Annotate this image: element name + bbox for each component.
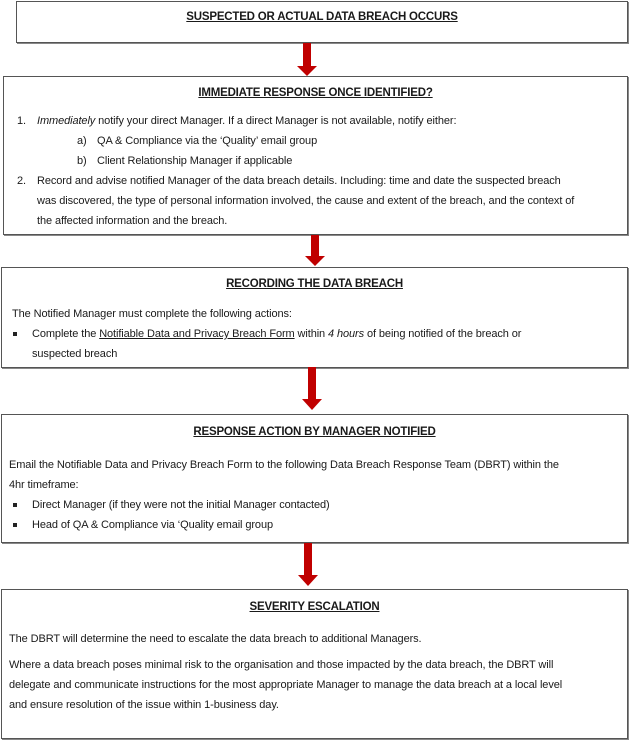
step-title: SEVERITY ESCALATION	[249, 601, 380, 613]
bullet-item	[9, 515, 625, 535]
intro-text: Email the Notifiable Data and Privacy Breach Form to the following Data Breach Response Team (DBRT) within the	[9, 459, 559, 471]
list-item	[17, 111, 625, 131]
step-title: RESPONSE ACTION BY MANAGER NOTIFIED	[193, 426, 436, 438]
step-box-severity-escalation	[1, 589, 628, 739]
bullet-text: Direct Manager (if they were not the initial Manager contacted)	[32, 499, 330, 511]
bullet-text: of being notified of the breach or	[364, 328, 522, 340]
item-emphasis: Immediately	[37, 115, 96, 127]
arrow-down-icon	[301, 367, 323, 411]
item-text: QA & Compliance via the ‘Quality’ email group	[97, 135, 318, 147]
bullet-icon	[13, 523, 17, 527]
paragraph-line: delegate and communicate instructions for the most appropriate Manager to manage the data breach at a local level	[9, 679, 563, 691]
list-item	[17, 151, 625, 171]
step-box-immediate-response	[3, 76, 628, 235]
step-title: IMMEDIATE RESPONSE ONCE IDENTIFIED?	[198, 87, 433, 99]
item-letter: b)	[77, 155, 87, 167]
bullet-item-continued: suspected breach	[32, 348, 118, 360]
item-number: 2.	[17, 175, 26, 187]
intro-text: 4hr timeframe:	[9, 479, 79, 491]
bullet-icon	[13, 503, 17, 507]
intro-text: The Notified Manager must complete the following actions:	[12, 308, 292, 320]
list-item	[17, 131, 625, 151]
arrow-down-icon	[297, 543, 319, 587]
list-item-continued: was discovered, the type of personal information involved, the cause and extent of the breach, and the context of	[37, 195, 575, 207]
bullet-text: Head of QA & Compliance via ‘Quality email group	[32, 519, 273, 531]
step-title: SUSPECTED OR ACTUAL DATA BREACH OCCURS	[186, 11, 458, 23]
item-text: notify your direct Manager. If a direct Manager is not available, notify either:	[95, 115, 457, 127]
bullet-text: Complete the	[32, 328, 100, 340]
item-letter: a)	[77, 135, 87, 147]
step-box-response-action	[1, 414, 628, 543]
bullet-icon	[13, 332, 17, 336]
item-text: Record and advise notified Manager of the data breach details. Including: time and date the suspected breach	[37, 175, 561, 187]
bullet-emphasis: 4 hours	[328, 328, 365, 340]
list-item-continued: the affected information and the breach.	[37, 215, 228, 227]
item-number: 1.	[17, 115, 26, 127]
item-text: Client Relationship Manager if applicable	[97, 155, 293, 167]
arrow-down-icon	[296, 43, 318, 77]
step-title: RECORDING THE DATA BREACH	[226, 278, 403, 290]
bullet-item	[12, 324, 624, 344]
form-link[interactable]: Notifiable Data and Privacy Breach Form	[99, 328, 295, 340]
list-item	[17, 171, 625, 191]
step-box-breach-occurs	[16, 1, 628, 43]
bullet-text: within	[294, 328, 329, 340]
paragraph-line: and ensure resolution of the issue within 1-business day.	[9, 699, 279, 711]
paragraph-line: Where a data breach poses minimal risk to the organisation and those impacted by the data breach, the DBRT will	[9, 659, 554, 671]
paragraph: The DBRT will determine the need to escalate the data breach to additional Managers.	[9, 633, 422, 645]
step-box-recording	[1, 267, 628, 368]
arrow-down-icon	[304, 235, 326, 267]
bullet-item	[9, 495, 625, 515]
